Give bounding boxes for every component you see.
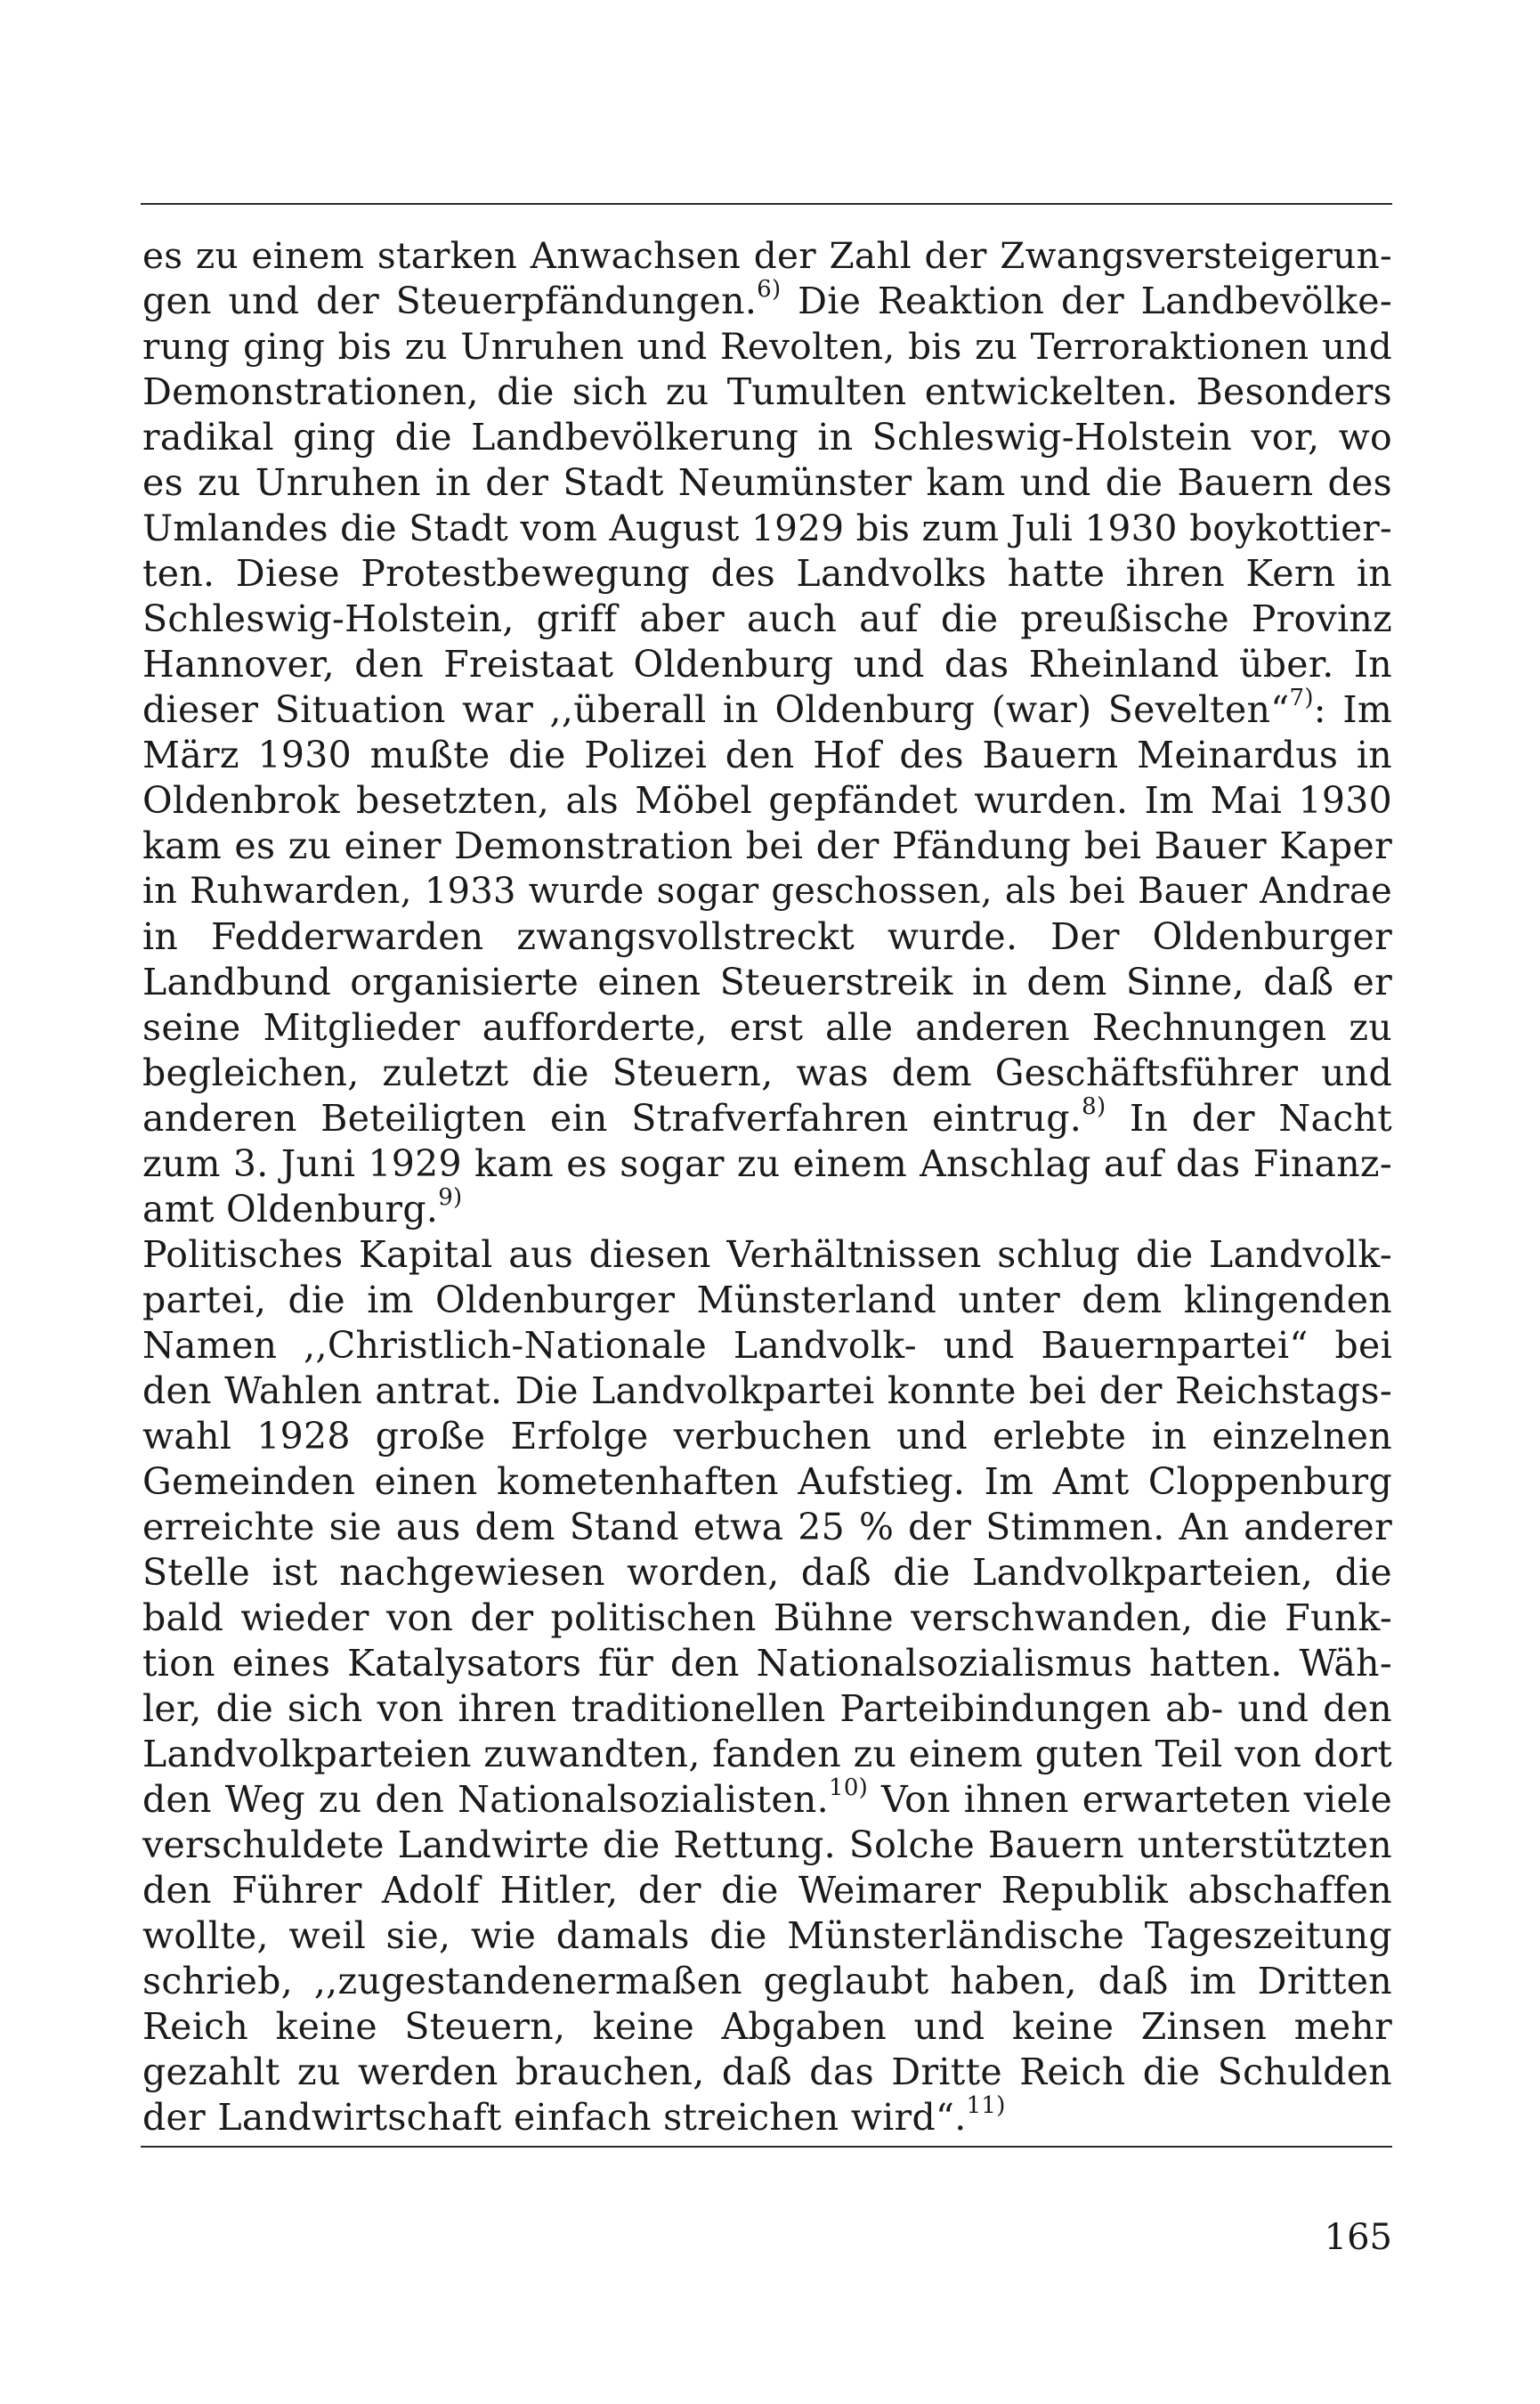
line-text: Umlandes die Stadt vom August 1929 bis zum Juli 1930 boykottier- <box>142 507 1392 549</box>
footnote-marker: 11) <box>966 2092 1006 2120</box>
line-text: schrieb, ,,zugestandenermaßen geglaubt haben, daß im Dritten <box>142 1960 1392 2002</box>
line-text: den Wahlen antrat. Die Landvolkpartei konnte bei der Reichstags- <box>142 1369 1392 1412</box>
line-text: radikal ging die Landbevölkerung in Schleswig-Holstein vor, wo <box>142 416 1392 459</box>
text-line <box>142 1686 1392 1732</box>
line-text: Stelle ist nachgewiesen worden, daß die Landvolkparteien, die <box>142 1551 1392 1594</box>
line-text: in Ruhwarden, 1933 wurde sogar geschossen, als bei Bauer Andrae <box>142 871 1392 912</box>
footnote-marker: 9) <box>438 1184 463 1212</box>
line-text: verschuldete Landwirte die Rettung. Solche Bauern unterstützten <box>142 1823 1392 1866</box>
text-line <box>142 460 1392 506</box>
text-line <box>142 1550 1392 1596</box>
text-line <box>142 1777 1392 1823</box>
line-text: Hannover, den Freistaat Oldenburg und das Rheinland über. In <box>142 643 1392 686</box>
text-line <box>142 2050 1392 2095</box>
top-rule <box>141 203 1392 205</box>
text-line <box>142 1732 1392 1777</box>
text-line <box>142 869 1392 914</box>
text-line <box>142 324 1392 370</box>
paragraph <box>142 1232 1392 2140</box>
text-line <box>142 276 1392 324</box>
text-line <box>142 551 1392 597</box>
line-text-continued: Die Reaktion der Landbevölke- <box>781 280 1392 322</box>
text-line <box>142 1641 1392 1686</box>
line-text-continued: : Im <box>1313 688 1392 731</box>
text-line <box>142 506 1392 551</box>
line-text: amt Oldenburg. <box>142 1188 439 1230</box>
body-text <box>142 233 1392 2140</box>
text-line <box>142 2092 1392 2140</box>
line-text: rung ging bis zu Unruhen und Revolten, bis zu Terroraktionen und <box>142 325 1392 368</box>
line-text: Gemeinden einen kometenhaften Aufstieg. Im Amt Cloppenburg <box>142 1460 1392 1503</box>
footnote-marker: 8) <box>1082 1093 1106 1121</box>
text-line <box>142 1005 1392 1051</box>
text-line <box>142 597 1392 642</box>
line-text: den Führer Adolf Hitler, der die Weimarer Republik abschaffen <box>142 1869 1392 1912</box>
text-line <box>142 1093 1392 1141</box>
text-line <box>142 2004 1392 2050</box>
text-line <box>142 1959 1392 2004</box>
line-text: ten. Diese Protestbewegung des Landvolks hatte ihren Kern in <box>142 552 1392 595</box>
text-line <box>142 733 1392 778</box>
line-text-continued: Von ihnen erwarteten viele <box>868 1778 1393 1821</box>
text-line <box>142 1868 1392 1913</box>
line-text: erreichte sie aus dem Stand etwa 25 % der Stimmen. An anderer <box>142 1506 1392 1548</box>
line-text: wahl 1928 große Erfolge verbuchen und erlebte in einzelnen <box>142 1415 1392 1458</box>
line-text: Reich keine Steuern, keine Abgaben und keine Zinsen mehr <box>142 2005 1392 2048</box>
text-line <box>142 687 1392 733</box>
page-number: 165 <box>1324 2217 1392 2258</box>
text-line <box>142 1278 1392 1323</box>
line-text: seine Mitglieder aufforderte, erst alle anderen Rechnungen zu <box>142 1006 1392 1049</box>
line-text: Landvolkparteien zuwandten, fanden zu einem guten Teil von dort <box>142 1733 1392 1775</box>
line-text: zum 3. Juni 1929 kam es sogar zu einem Anschlag auf das Finanz- <box>142 1142 1392 1185</box>
text-line <box>142 960 1392 1005</box>
line-text: der Landwirtschaft einfach streichen wird“. <box>142 2096 967 2139</box>
line-text: wollte, weil sie, wie damals die Münsterländische Tageszeitung <box>142 1914 1392 1957</box>
text-line <box>142 415 1392 460</box>
footnote-marker: 10) <box>828 1775 869 1802</box>
text-line <box>142 233 1392 279</box>
text-line <box>142 1913 1392 1959</box>
text-line <box>142 1505 1392 1550</box>
text-line <box>142 1368 1392 1414</box>
line-text: gezahlt zu werden brauchen, daß das Dritte Reich die Schulden <box>142 2051 1392 2093</box>
text-line <box>142 1596 1392 1641</box>
line-text: Schleswig-Holstein, griff aber auch auf die preußische Provinz <box>142 597 1392 640</box>
footnote-marker: 7) <box>1289 685 1314 712</box>
text-line <box>142 1323 1392 1368</box>
line-text: in Fedderwarden zwangsvollstreckt wurde. Der Oldenburger <box>142 915 1392 958</box>
text-line <box>142 1141 1392 1187</box>
line-text: anderen Beteiligten ein Strafverfahren eintrug. <box>142 1097 1082 1140</box>
text-line <box>142 778 1392 824</box>
line-text: dieser Situation war ,,überall in Oldenburg (war) Sevelten“ <box>142 688 1290 731</box>
text-line <box>142 1414 1392 1459</box>
line-text: es zu einem starken Anwachsen der Zahl der Zwangsversteigerun- <box>142 234 1392 277</box>
line-text: kam es zu einer Demonstration bei der Pfändung bei Bauer Kaper <box>142 824 1392 867</box>
text-line <box>142 1051 1392 1096</box>
line-text: partei, die im Oldenburger Münsterland unter dem klingenden <box>142 1279 1392 1321</box>
text-line <box>142 370 1392 415</box>
text-line <box>142 1459 1392 1505</box>
text-line <box>142 914 1392 960</box>
line-text: Oldenbrok besetzten, als Möbel gepfändet wurden. Im Mai 1930 <box>142 779 1392 822</box>
bottom-rule <box>141 2146 1392 2148</box>
line-text: ler, die sich von ihren traditionellen Parteibindungen ab- und den <box>142 1687 1392 1730</box>
line-text: den Weg zu den Nationalsozialisten. <box>142 1778 829 1821</box>
line-text-continued: In der Nacht <box>1106 1097 1392 1140</box>
line-text: Namen ,,Christlich-Nationale Landvolk- und Bauernpartei“ bei <box>142 1324 1392 1367</box>
paragraph <box>142 233 1392 1232</box>
line-text: tion eines Katalysators für den Nationalsozialismus hatten. Wäh- <box>142 1642 1392 1685</box>
line-text: gen und der Steuerpfändungen. <box>142 280 758 322</box>
text-line <box>142 1184 1392 1232</box>
line-text: März 1930 mußte die Polizei den Hof des Bauern Meinardus in <box>142 734 1392 776</box>
footnote-marker: 6) <box>757 276 782 304</box>
line-text: Politisches Kapital aus diesen Verhältnissen schlug die Landvolk- <box>142 1233 1392 1276</box>
line-text: Landbund organisierte einen Steuerstreik in dem Sinne, daß er <box>142 961 1392 1003</box>
text-line <box>142 642 1392 687</box>
text-line <box>142 1823 1392 1868</box>
line-text: begleichen, zuletzt die Steuern, was dem Geschäftsführer und <box>142 1052 1392 1094</box>
line-text: bald wieder von der politischen Bühne verschwanden, die Funk- <box>142 1596 1392 1639</box>
text-line <box>142 824 1392 869</box>
text-line <box>142 1232 1392 1278</box>
line-text: Demonstrationen, die sich zu Tumulten entwickelten. Besonders <box>142 370 1392 413</box>
line-text: es zu Unruhen in der Stadt Neumünster kam und die Bauern des <box>142 461 1392 504</box>
